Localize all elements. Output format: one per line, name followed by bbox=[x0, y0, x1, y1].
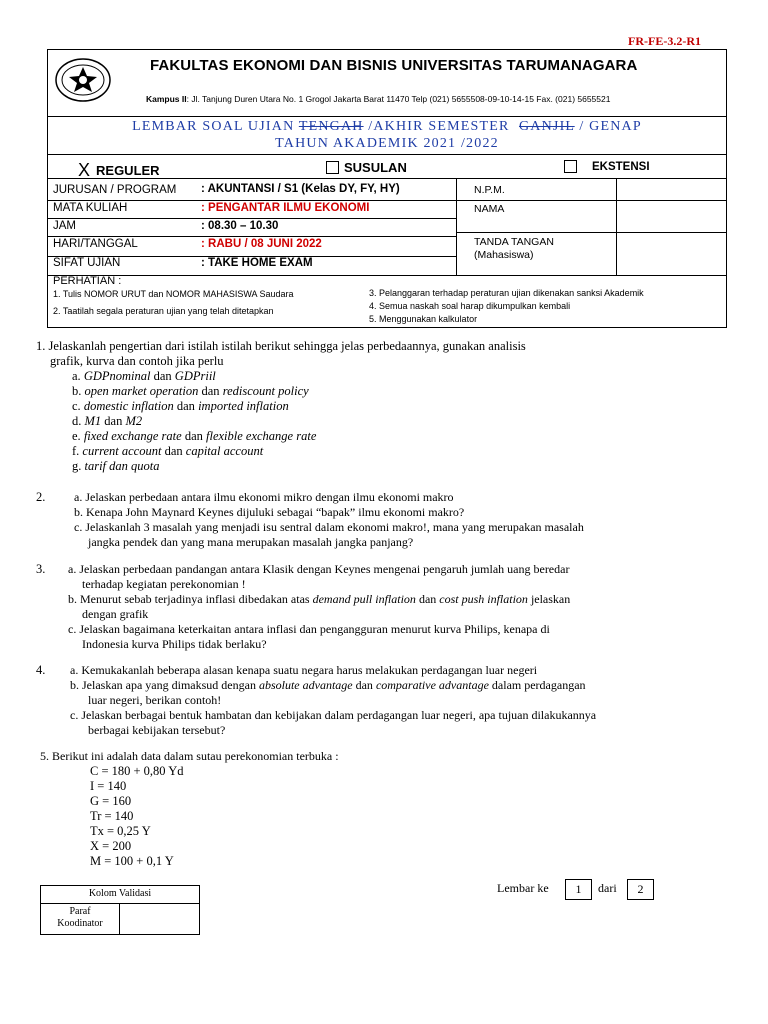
page-total: 2 bbox=[627, 879, 654, 900]
q3-number: 3. bbox=[36, 562, 46, 576]
rule-2: 2. Taatilah segala peraturan ujian yang telah ditetapkan bbox=[53, 306, 274, 316]
rule-5: 5. Menggunakan kalkulator bbox=[369, 314, 478, 324]
q3-b1: b. Menurut sebab terjadinya inflasi dibedakan atas demand pull inflation dan cost push inflation jelaskan bbox=[68, 592, 571, 606]
option-reguler bbox=[78, 160, 160, 181]
q3-b2: dengan grafik bbox=[82, 607, 149, 621]
q2-number: 2. bbox=[36, 490, 46, 504]
validation-box bbox=[40, 885, 200, 935]
mk-value: : PENGANTAR ILMU EKONOMI bbox=[201, 202, 370, 214]
q3-c1: c. Jelaskan bagaimana keterkaitan antara inflasi dan pengangguran menurut kurva Philips, kenapa di bbox=[68, 622, 550, 636]
rule-4: 4. Semua naskah soal harap dikumpulkan kembali bbox=[369, 301, 571, 311]
paraf-label: Paraf bbox=[69, 906, 91, 917]
q5-eq-c: C = 180 + 0,80 Yd bbox=[90, 764, 184, 778]
q3-c2: Indonesia kurva Philips tidak berlaku? bbox=[82, 637, 267, 651]
q4-b1: b. Jelaskan apa yang dimaksud dengan absolute advantage dan comparative advantage dalam perdagangan bbox=[70, 678, 586, 692]
hari-label: HARI/TANGGAL bbox=[53, 238, 138, 250]
q2-c1: c. Jelaskanlah 3 masalah yang menjadi isu sentral dalam ekonomi makro!, mana yang merupakan masalah bbox=[74, 520, 584, 534]
jam-value: : 08.30 – 10.30 bbox=[201, 220, 279, 232]
susulan-label: SUSULAN bbox=[344, 160, 407, 175]
q5-eq-g: G = 160 bbox=[90, 794, 132, 808]
rule-3: 3. Pelanggaran terhadap peraturan ujian dikenakan sanksi Akademik bbox=[369, 288, 644, 298]
jurusan-label: JURUSAN / PROGRAM bbox=[53, 184, 177, 196]
q2-b: b. Kenapa John Maynard Keynes dijuluki sebagai “bapak” ilmu ekonomi makro? bbox=[74, 505, 465, 519]
q5-intro: 5. Berikut ini adalah data dalam sutau perekonomian terbuka : bbox=[40, 749, 339, 763]
q5-eq-m: M = 100 + 0,1 Y bbox=[90, 854, 174, 868]
q1-line2: grafik, kurva dan contoh jika perlu bbox=[50, 354, 224, 368]
ttd-label: TANDA TANGAN bbox=[474, 236, 554, 248]
checked-mark: X bbox=[78, 160, 91, 180]
q4-b2: luar negeri, berikan contoh! bbox=[88, 693, 222, 707]
q5-eq-tx: Tx = 0,25 Y bbox=[90, 824, 151, 838]
q1-item-d: d. M1 dan M2 bbox=[72, 414, 143, 428]
academic-year: TAHUN AKADEMIK 2021 /2022 bbox=[275, 136, 499, 151]
page-label: Lembar ke bbox=[497, 881, 549, 895]
option-susulan bbox=[326, 160, 407, 175]
sifat-value: : TAKE HOME EXAM bbox=[201, 257, 313, 269]
q1-item-a: a. GDPnominal dan GDPriil bbox=[72, 369, 216, 383]
campus-address bbox=[146, 94, 610, 104]
hari-value: : RABU / 08 JUNI 2022 bbox=[201, 238, 322, 250]
q2-a: a. Jelaskan perbedaan antara ilmu ekonomi mikro dengan ilmu ekonomi makro bbox=[74, 490, 454, 504]
q1-item-c: c. domestic inflation dan imported inflation bbox=[72, 399, 289, 413]
q1-item-e: e. fixed exchange rate dan flexible exchange rate bbox=[72, 429, 317, 443]
q5-eq-i: I = 140 bbox=[90, 779, 127, 793]
q1-item-g: g. tarif dan quota bbox=[72, 459, 160, 473]
q4-a: a. Kemukakanlah beberapa alasan kenapa suatu negara harus melakukan perdagangan luar negeri bbox=[70, 663, 538, 677]
title-akhir: /AKHIR SEMESTER bbox=[368, 119, 510, 134]
rule-1: 1. Tulis NOMOR URUT dan NOMOR MAHASISWA Saudara bbox=[53, 289, 294, 299]
q1-line1: 1. Jelaskanlah pengertian dari istilah istilah berikut sehingga jelas perbedaannya, gunakan analisis bbox=[36, 339, 526, 353]
title-tengah: TENGAH bbox=[298, 119, 364, 134]
checkbox-icon bbox=[564, 160, 577, 173]
q4-c1: c. Jelaskan berbagai bentuk hambatan dan kebijakan dalam perdagangan luar negeri, apa tujuan dilakukannya bbox=[70, 708, 597, 722]
perhatian-title: PERHATIAN : bbox=[53, 275, 122, 287]
title-genap: / GENAP bbox=[579, 119, 642, 134]
ekstensi-label: EKSTENSI bbox=[592, 160, 650, 173]
ttd-sub: (Mahasiswa) bbox=[474, 249, 534, 261]
title-prefix: LEMBAR SOAL UJIAN bbox=[132, 119, 295, 134]
q5-eq-tr: Tr = 140 bbox=[90, 809, 134, 823]
title-ganjil: GANJIL bbox=[518, 119, 575, 134]
jurusan-value: : AKUNTANSI / S1 (Kelas DY, FY, HY) bbox=[201, 183, 400, 195]
q3-a1: a. Jelaskan perbedaan pandangan antara Klasik dengan Keynes mengenai pengaruh jumlah uang beredar bbox=[68, 562, 570, 576]
q2-c2: jangka pendek dan yang mana merupakan masalah jangka panjang? bbox=[88, 535, 414, 549]
q1-item-f: f. current account dan capital account bbox=[72, 444, 264, 458]
q4-c2: berbagai kebijakan tersebut? bbox=[88, 723, 226, 737]
checkbox-icon bbox=[326, 161, 339, 174]
q4-number: 4. bbox=[36, 663, 46, 677]
koordinator-label: Koodinator bbox=[57, 918, 103, 929]
campus-label: Kampus II bbox=[146, 94, 187, 104]
sifat-label: SIFAT UJIAN bbox=[53, 257, 121, 269]
q1-item-b: b. open market operation dan rediscount policy bbox=[72, 384, 309, 398]
jam-label: JAM bbox=[53, 220, 76, 232]
faculty-name: FAKULTAS EKONOMI DAN BISNIS UNIVERSITAS TARUMANAGARA bbox=[150, 57, 638, 74]
exam-title bbox=[47, 119, 727, 135]
campus-address-text: : Jl. Tanjung Duren Utara No. 1 Grogol Jakarta Barat 11470 Telp (021) 5655508-09-10-14-15 Fax. (021) 5655521 bbox=[186, 94, 611, 104]
page-of: dari bbox=[598, 881, 617, 895]
mk-label: MATA KULIAH bbox=[53, 202, 128, 214]
university-logo-icon bbox=[53, 56, 113, 104]
validation-title: Kolom Validasi bbox=[88, 888, 152, 899]
nama-label: NAMA bbox=[474, 203, 505, 215]
page-current: 1 bbox=[565, 879, 592, 900]
reguler-label: REGULER bbox=[96, 163, 160, 178]
option-ekstensi bbox=[564, 160, 650, 173]
q3-a2: terhadap kegiatan perekonomian ! bbox=[82, 577, 246, 591]
npm-label: N.P.M. bbox=[474, 184, 505, 196]
form-code: FR-FE-3.2-R1 bbox=[628, 34, 701, 48]
q5-eq-x: X = 200 bbox=[90, 839, 132, 853]
